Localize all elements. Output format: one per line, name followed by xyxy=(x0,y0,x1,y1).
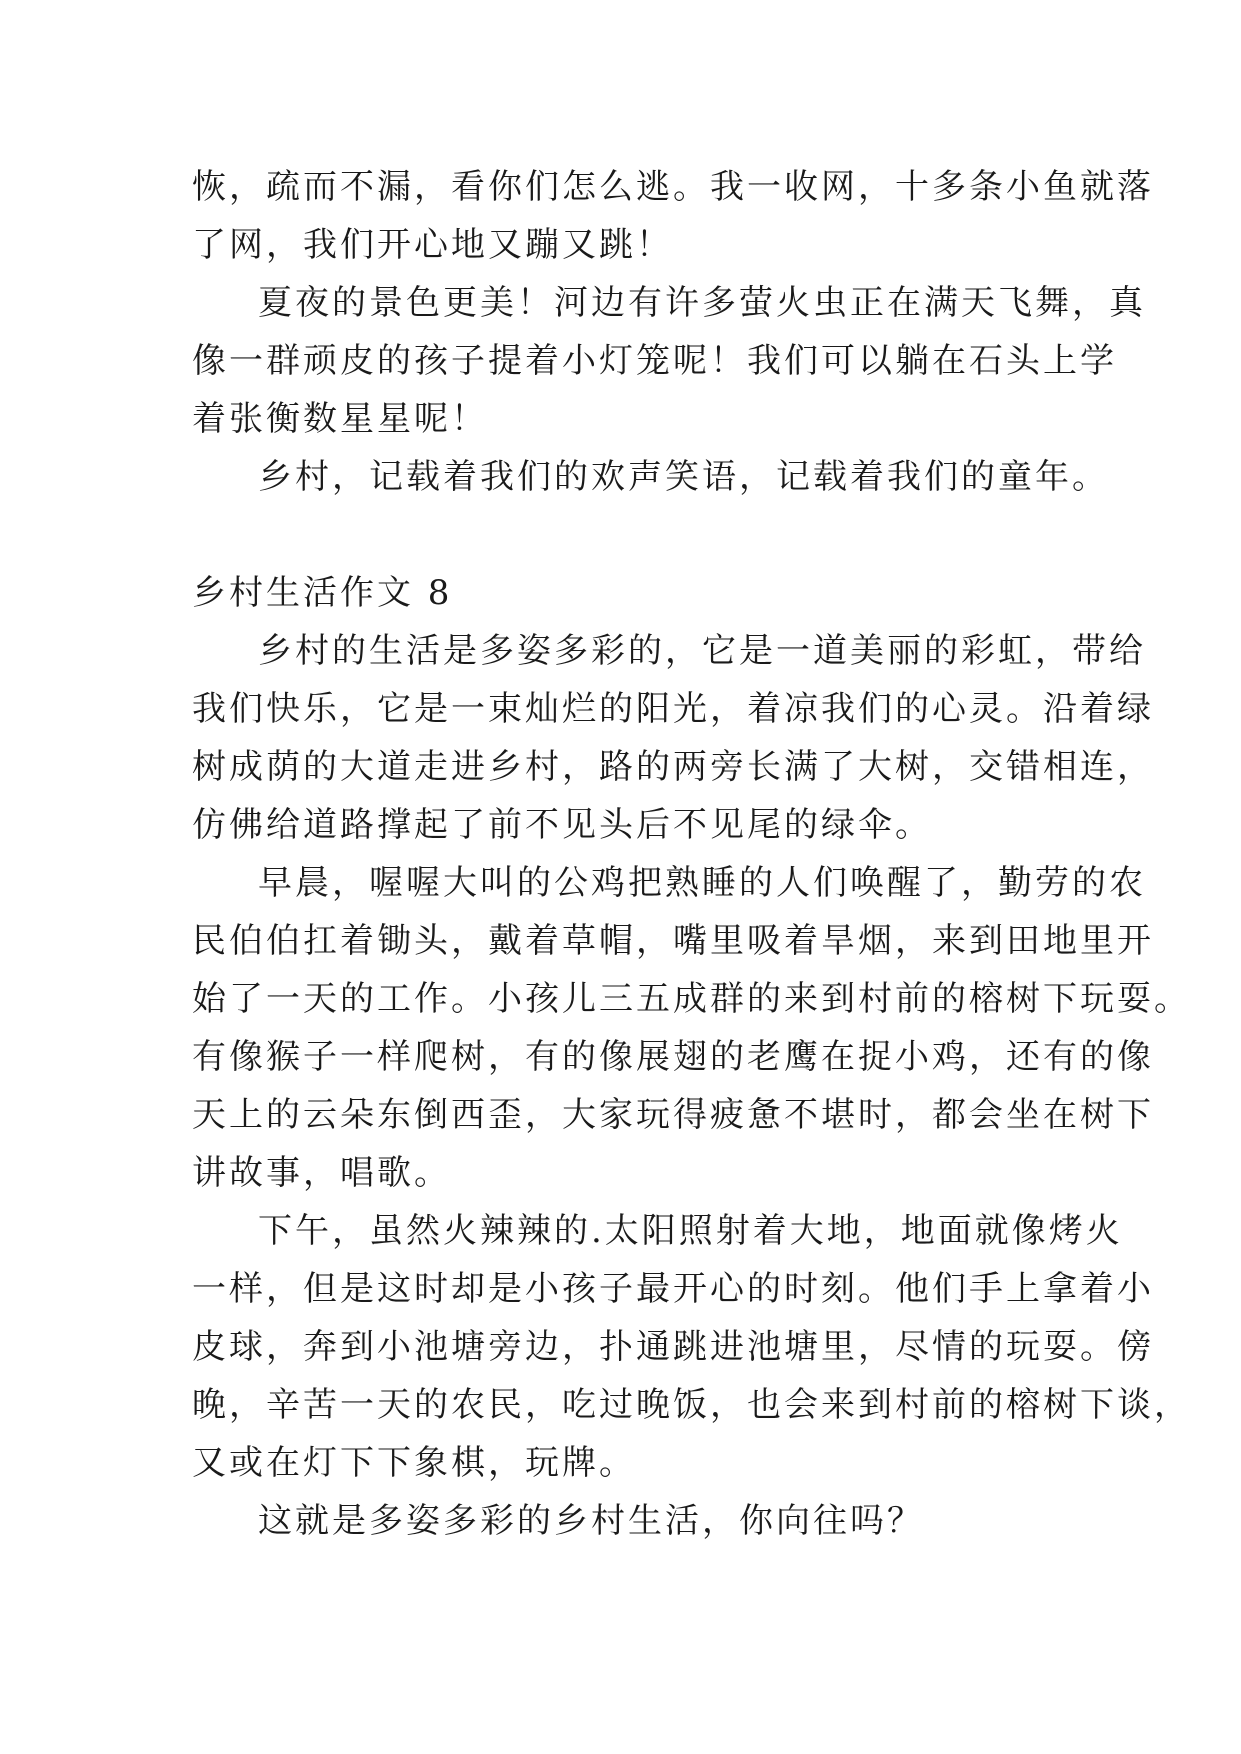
paragraph-line: 又或在灯下下象棋，玩牌。 xyxy=(192,1443,636,1483)
paragraph-line: 树成荫的大道走进乡村，路的两旁长满了大树，交错相连， xyxy=(192,747,1154,787)
section-heading: 乡村生活作文 8 xyxy=(192,573,453,613)
paragraph-line: 乡村的生活是多姿多彩的，它是一道美丽的彩虹，带给 xyxy=(258,631,1146,671)
paragraph-line: 早晨，喔喔大叫的公鸡把熟睡的人们唤醒了，勤劳的农 xyxy=(258,863,1146,903)
paragraph-line: 一样，但是这时却是小孩子最开心的时刻。他们手上拿着小 xyxy=(192,1269,1154,1309)
paragraph-line: 我们快乐，它是一束灿烂的阳光，着凉我们的心灵。沿着绿 xyxy=(192,689,1154,729)
paragraph-line: 恢，疏而不漏，看你们怎么逃。我一收网，十多条小鱼就落 xyxy=(192,167,1154,207)
paragraph-line: 乡村，记载着我们的欢声笑语，记载着我们的童年。 xyxy=(258,457,1109,497)
paragraph-line: 晚，辛苦一天的农民，吃过晚饭，也会来到村前的榕树下谈， xyxy=(192,1385,1191,1425)
paragraph-line: 始了一天的工作。小孩儿三五成群的来到村前的榕树下玩耍。 xyxy=(192,979,1191,1019)
paragraph-line: 着张衡数星星呢！ xyxy=(192,399,488,439)
paragraph-line: 下午，虽然火辣辣的.太阳照射着大地，地面就像烤火 xyxy=(258,1211,1123,1251)
paragraph-line: 有像猴子一样爬树，有的像展翅的老鹰在捉小鸡，还有的像 xyxy=(192,1037,1154,1077)
paragraph-line: 像一群顽皮的孩子提着小灯笼呢！我们可以躺在石头上学 xyxy=(192,341,1117,381)
paragraph-line: 民伯伯扛着锄头，戴着草帽，嘴里吸着旱烟，来到田地里开 xyxy=(192,921,1154,961)
paragraph-line: 讲故事，唱歌。 xyxy=(192,1153,451,1193)
paragraph-line: 皮球，奔到小池塘旁边，扑通跳进池塘里，尽情的玩耍。傍 xyxy=(192,1327,1154,1367)
paragraph-line: 仿佛给道路撑起了前不见头后不见尾的绿伞。 xyxy=(192,805,932,845)
paragraph-line: 天上的云朵东倒西歪，大家玩得疲惫不堪时，都会坐在树下 xyxy=(192,1095,1154,1135)
paragraph-line: 夏夜的景色更美！河边有许多萤火虫正在满天飞舞，真 xyxy=(258,283,1146,323)
paragraph-line: 了网，我们开心地又蹦又跳！ xyxy=(192,225,673,265)
paragraph-line: 这就是多姿多彩的乡村生活，你向往吗？ xyxy=(258,1501,924,1541)
